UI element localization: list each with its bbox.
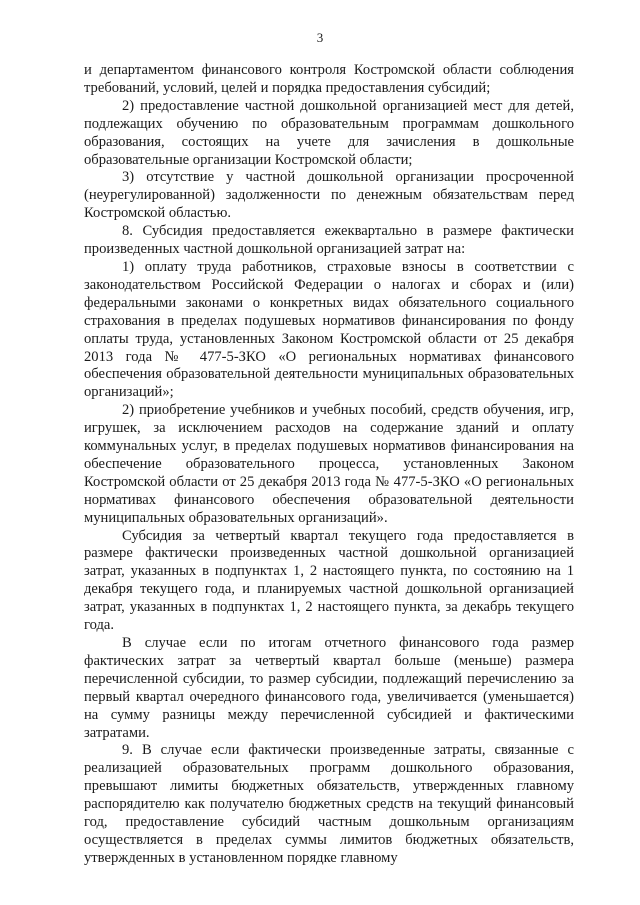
paragraph-clause-8-item-1: 1) оплату труда работников, страховые взносы в соответствии с законодательством Российской Федерации о налогах и сборах и (или) федеральными законами о конкретных видах обязательного социального страхования в пределах подушевых нормативов финансирования по фонду оплаты труда, установленных Законом Костромской области от 25 декабря 2013 года № 477-5-ЗКО «О региональных нормативах финансового обеспечения образовательной деятельности муниципальных образовательных организаций»; bbox=[84, 258, 574, 401]
paragraph-fourth-quarter: Субсидия за четвертый квартал текущего года предоставляется в размере фактически произведенных частной дошкольной организацией затрат, указанных в подпунктах 1, 2 настоящего пункта, по состоянию на 1 декабря текущего года, и планируемых частной дошкольной организацией затрат, указанных в подпунктах 1, 2 настоящего пункта, за декабрь текущего года. bbox=[84, 527, 574, 634]
paragraph-clause-9: 9. В случае если фактически произведенные затраты, связанные с реализацией образовательных программ дошкольного образования, превышают лимиты бюджетных обязательств, утвержденных главному распорядителю как получателю бюджетных средств на текущий финансовый год, предоставление субсидий частным дошкольным организациям осуществляется в пределах суммы лимитов бюджетных обязательств, утвержденных в установленном порядке главному bbox=[84, 742, 574, 866]
document-body bbox=[84, 62, 574, 868]
paragraph-continuation: и департаментом финансового контроля Костромской области соблюдения требований, условий, целей и порядка предоставления субсидий; bbox=[84, 62, 574, 96]
paragraph-item-2: 2) предоставление частной дошкольной организацией мест для детей, подлежащих обучению по образовательным программам дошкольного образования, состоящих на учете для зачисления в дошкольные образовательные организации Костромской области; bbox=[84, 97, 574, 168]
paragraph-clause-8-item-2: 2) приобретение учебников и учебных пособий, средств обучения, игр, игрушек, за исключением расходов на содержание зданий и оплату коммунальных услуг, в пределах подушевых нормативов финансирования на обеспечение образовательного процесса, установленных Законом Костромской области от 25 декабря 2013 года № 477-5-ЗКО «О региональных нормативах финансового обеспечения образовательной деятельности муниципальных образовательных организаций». bbox=[84, 402, 574, 526]
paragraph-clause-8: 8. Субсидия предоставляется ежеквартально в размере фактически произведенных частной дошкольной организацией затрат на: bbox=[84, 223, 574, 258]
paragraph-adjustment: В случае если по итогам отчетного финансового года размер фактических затрат за четвертый квартал больше (меньше) размера перечисленной субсидии, то размер субсидии, подлежащий перечислению за первый квартал очередного финансового года, увеличивается (уменьшается) на сумму разницы между перечисленной субсидией и фактическими затратами. bbox=[84, 635, 574, 741]
paragraph-item-3: 3) отсутствие у частной дошкольной организации просроченной (неурегулированной) задолженности по денежным обязательствам перед Костромской областью. bbox=[84, 169, 574, 222]
page-number: 3 bbox=[316, 30, 324, 45]
